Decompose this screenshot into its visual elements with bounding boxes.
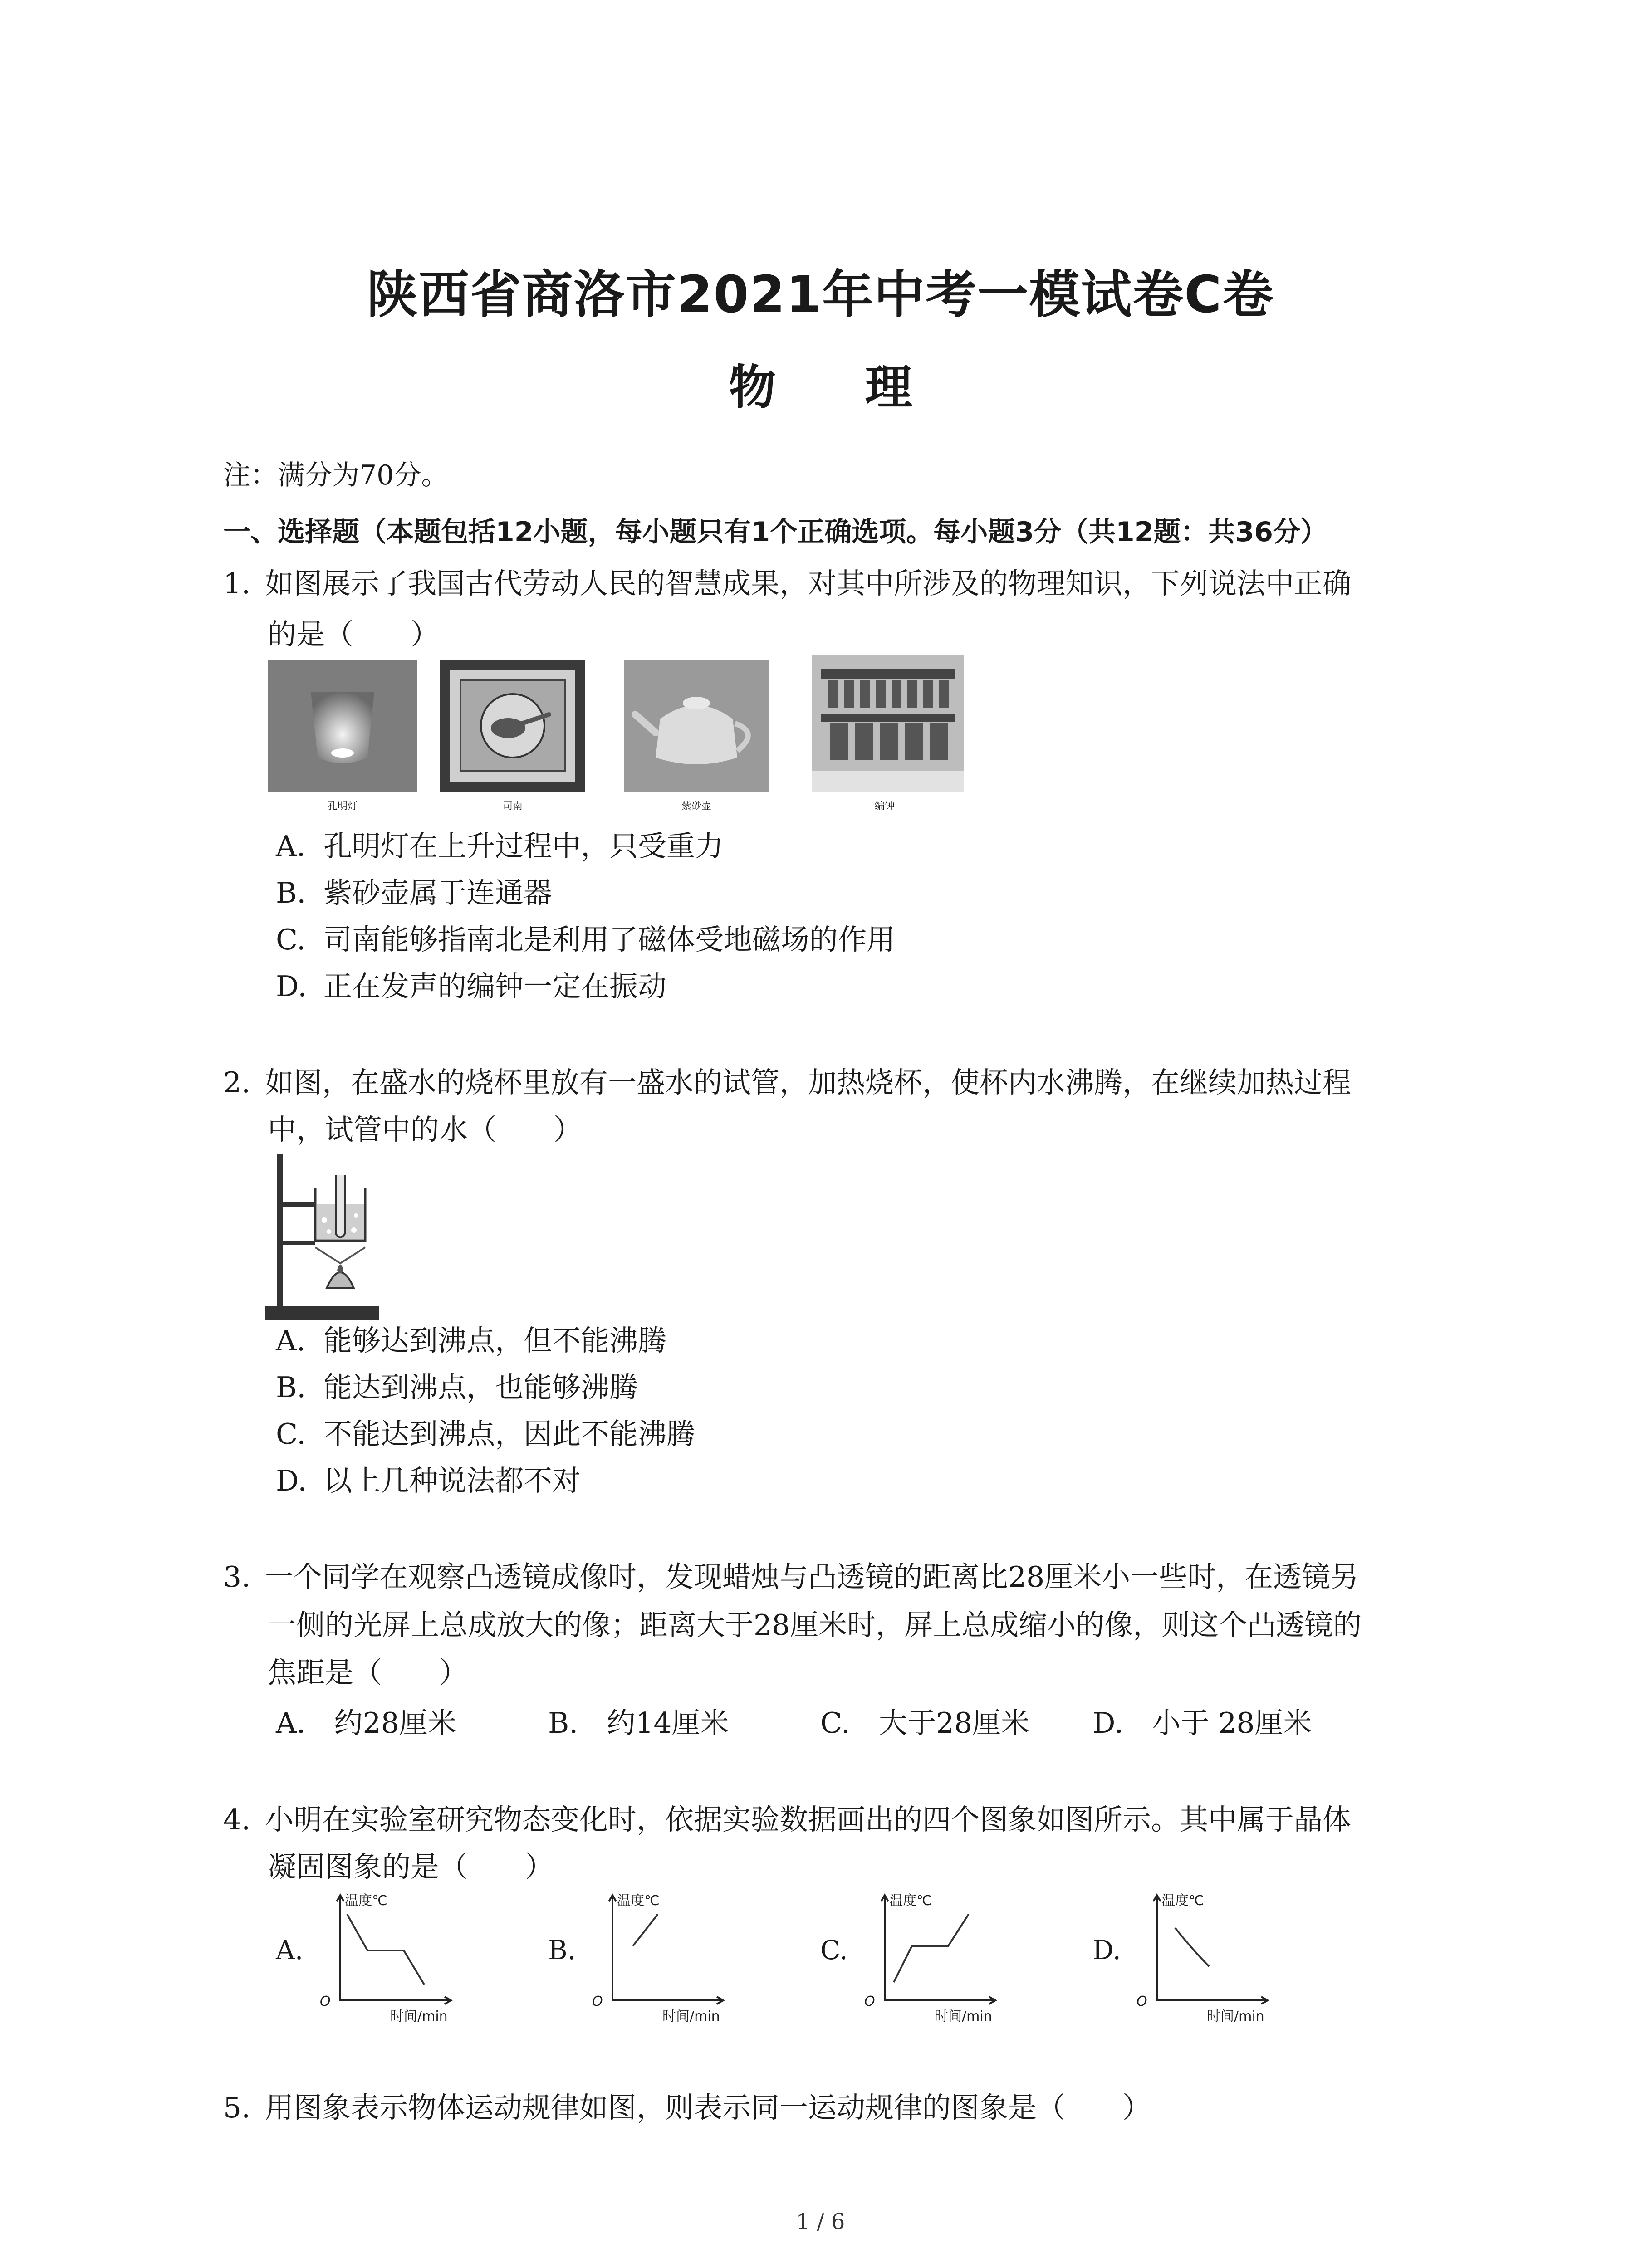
q2-option-a[interactable]: A. 能够达到沸点，但不能沸腾	[276, 1324, 666, 1357]
q2-option-c[interactable]: C. 不能达到沸点，因此不能沸腾	[276, 1418, 695, 1451]
graph-b-origin: O	[592, 1994, 603, 2009]
q1-option-b[interactable]: B. 紫砂壶属于连通器	[276, 876, 552, 909]
question-text: 一个同学在观察凸透镜成像时，发现蜡烛与凸透镜的距离比28厘米小一些时，在透镜另	[265, 1560, 1359, 1593]
graph-d-label[interactable]: D.	[1092, 1935, 1121, 1965]
q1-option-d[interactable]: D. 正在发声的编钟一定在振动	[276, 970, 666, 1003]
q2-option-b[interactable]: B. 能达到沸点，也能够沸腾	[276, 1371, 638, 1404]
graph-c-x-axis-label: 时间/min	[935, 2009, 992, 2024]
q3-option-d[interactable]: D. 小于 28厘米	[1092, 1706, 1312, 1740]
graph-b-y-axis-label: 温度℃	[617, 1893, 660, 1909]
q1-option-a[interactable]: A. 孔明灯在上升过程中，只受重力	[276, 830, 724, 863]
lantern-picture-icon	[268, 660, 417, 792]
q3-option-a[interactable]: A. 约28厘米	[276, 1706, 456, 1740]
question-1-continued: 的是（ ）	[268, 618, 439, 651]
question-3	[223, 1554, 1359, 1600]
caption-bells: 编钟	[874, 801, 895, 812]
graph-d-x-axis-label: 时间/min	[1207, 2009, 1264, 2024]
caption-kongming: 孔明灯	[327, 801, 358, 812]
section-heading: 一、选择题（本题包括12小题，每小题只有1个正确选项。每小题3分（共12题：共36分）	[223, 516, 1327, 548]
question-2	[223, 1059, 1351, 1106]
boiling-apparatus-diagram	[265, 1152, 383, 1326]
bells-picture-icon	[812, 655, 964, 792]
graph-a-label[interactable]: A.	[276, 1935, 304, 1965]
question-4-continued: 凝固图象的是（ ）	[268, 1850, 554, 1883]
question-number: 2.	[223, 1066, 251, 1099]
score-note: 注：满分为70分。	[223, 459, 449, 491]
graph-a-x-axis-label: 时间/min	[390, 2009, 448, 2024]
q3-options-row	[276, 1700, 1312, 1741]
question-1	[223, 560, 1351, 607]
graph-a-y-axis-label: 温度℃	[345, 1893, 387, 1909]
kongming-lantern-image	[268, 660, 417, 793]
graph-b-x-axis-label: 时间/min	[662, 2009, 720, 2024]
question-3-line-3: 焦距是（ ）	[268, 1656, 468, 1689]
sinan-compass-image	[440, 660, 585, 793]
compass-picture-icon	[440, 660, 585, 792]
q1-option-c[interactable]: C. 司南能够指南北是利用了磁体受地磁场的作用	[276, 923, 895, 956]
question-text: 如图展示了我国古代劳动人民的智慧成果，对其中所涉及的物理知识，下列说法中正确	[265, 567, 1351, 600]
q3-option-c[interactable]: C. 大于28厘米	[820, 1706, 1030, 1740]
caption-sinan: 司南	[502, 801, 523, 812]
subject-heading: 物 理	[729, 360, 949, 415]
question-number: 3.	[223, 1560, 251, 1593]
graph-d-origin: O	[1136, 1994, 1147, 2009]
question-number: 1.	[223, 567, 251, 600]
graph-d-y-axis-label: 温度℃	[1161, 1893, 1204, 1909]
graph-a-origin: O	[320, 1994, 331, 2009]
q2-option-d[interactable]: D. 以上几种说法都不对	[276, 1464, 581, 1497]
caption-teapot: 紫砂壶	[681, 801, 711, 812]
question-4	[223, 1796, 1351, 1843]
question-3-line-2: 一侧的光屏上总成放大的像；距离大于28厘米时，屏上总成缩小的像，则这个凸透镜的	[268, 1608, 1362, 1642]
question-2-continued: 中，试管中的水（ ）	[268, 1113, 582, 1146]
q3-option-b[interactable]: B. 约14厘米	[548, 1706, 729, 1740]
question-text: 用图象表示物体运动规律如图，则表示同一运动规律的图象是（ ）	[265, 2091, 1151, 2124]
teapot-picture-icon	[624, 660, 769, 792]
graph-c-y-axis-label: 温度℃	[889, 1893, 932, 1909]
page-number: 1 / 6	[796, 2209, 845, 2234]
question-text: 小明在实验室研究物态变化时，依据实验数据画出的四个图象如图所示。其中属于晶体	[265, 1803, 1351, 1836]
exam-title: 陕西省商洛市2021年中考一模试卷C卷	[367, 265, 1274, 324]
graph-c-label[interactable]: C.	[820, 1935, 848, 1965]
bianzhong-bells-image	[812, 655, 964, 793]
question-text: 如图，在盛水的烧杯里放有一盛水的试管，加热烧杯，使杯内水沸腾，在继续加热过程	[265, 1066, 1351, 1099]
question-number: 4.	[223, 1803, 251, 1836]
graph-b-label[interactable]: B.	[548, 1935, 576, 1965]
zisha-teapot-image	[624, 660, 769, 793]
graph-c-origin: O	[864, 1994, 875, 2009]
question-number: 5.	[223, 2091, 251, 2124]
beaker-stand-icon	[265, 1152, 383, 1325]
question-5	[223, 2084, 1151, 2131]
